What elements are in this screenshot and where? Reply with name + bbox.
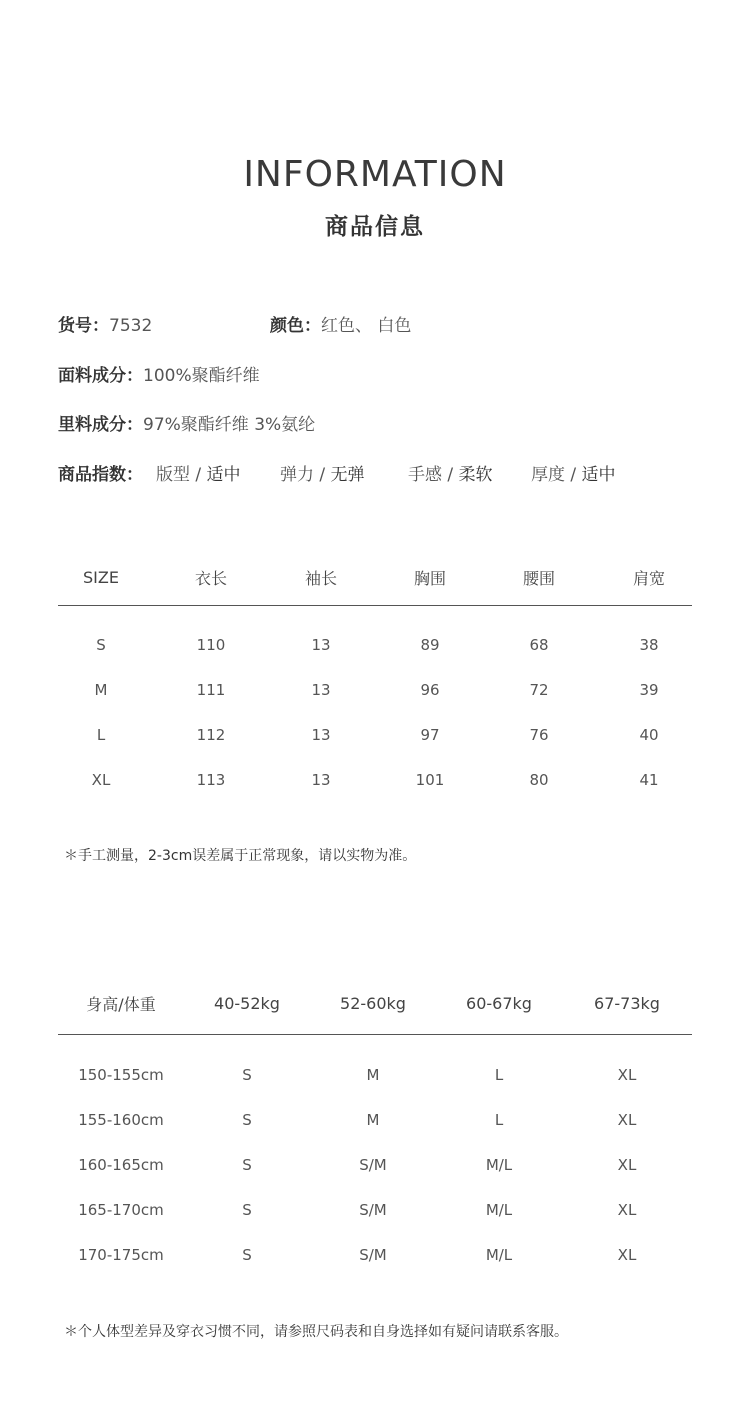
index-fit: 版型 / 适中 [156,465,241,485]
table-cell: XL [617,1155,637,1174]
table-cell: S [242,1110,252,1129]
table-cell: 155-160cm [78,1110,164,1129]
index-elasticity: 弹力 / 无弹 [280,465,365,485]
table-cell: XL [91,770,111,789]
color-label: 颜色： [270,316,321,336]
table-cell: M/L [485,1155,513,1174]
size-chart-body [46,622,704,802]
table-cell: M [366,1110,380,1129]
index-fit-name: 版型 [156,465,190,485]
color-row [270,311,411,336]
table-cell: 13 [311,725,331,744]
table-row [58,1097,692,1142]
fit-table-divider [58,1034,692,1035]
index-thickness-value: 适中 [581,465,616,485]
table-cell: 80 [529,770,549,789]
table-cell: S/M [359,1200,387,1219]
title-english: INFORMATION [243,154,507,195]
table-cell: 13 [311,680,331,699]
table-cell: 165-170cm [78,1200,164,1219]
table-cell: L [494,1065,504,1084]
table-cell: 41 [639,770,659,789]
table-cell: 113 [196,770,226,789]
index-hand-feel: 手感 / 柔软 [408,465,493,485]
table-row [46,712,704,757]
fit-header-weight-1: 40-52kg [214,993,280,1013]
index-fit-value: 适中 [206,465,241,485]
fit-header-weight-3: 60-67kg [466,993,532,1013]
size-header-waist: 腰围 [522,568,555,588]
index-elasticity-value: 无弹 [330,465,365,485]
table-cell: L [494,1110,504,1129]
item-number-value: 7532 [109,316,153,336]
table-cell: 72 [529,680,549,699]
table-cell: S [96,635,106,654]
table-cell: 38 [639,635,659,654]
table-cell: 89 [420,635,440,654]
table-cell: 96 [420,680,440,699]
table-cell: S [242,1200,252,1219]
table-cell: 13 [311,770,331,789]
index-thickness-name: 厚度 [531,465,565,485]
table-cell: S [242,1155,252,1174]
table-cell: XL [617,1245,637,1264]
table-cell: XL [617,1110,637,1129]
fabric-label: 面料成分： [58,366,143,386]
fit-header-weight-2: 52-60kg [340,993,406,1013]
table-cell: S/M [359,1245,387,1264]
table-cell: 112 [196,725,226,744]
table-cell: 39 [639,680,659,699]
table-row [46,667,704,712]
size-header-length: 衣长 [194,568,227,588]
table-cell: 111 [196,680,226,699]
fit-note: ＊个人体型差异及穿衣习惯不同，请参照尺码表和自身选择如有疑问请联系客服。 [64,1324,568,1340]
product-index-label: 商品指数： [58,465,143,485]
table-cell: 101 [415,770,445,789]
size-header-sleeve: 袖长 [304,568,337,588]
table-cell: S [242,1245,252,1264]
table-cell: M [94,680,108,699]
table-cell: XL [617,1065,637,1084]
table-cell: M [366,1065,380,1084]
lining-value: 97%聚酯纤维 3%氨纶 [143,415,316,435]
index-thickness: 厚度 / 适中 [531,465,616,485]
size-header-size: SIZE [83,567,119,587]
size-chart-header [46,562,704,592]
size-header-bust: 胸围 [413,568,446,588]
size-header-shoulder: 肩宽 [632,568,665,588]
fit-header-height-weight: 身高/体重 [86,994,156,1014]
table-row [58,1187,692,1232]
lining-row [58,410,315,435]
table-cell: L [96,725,106,744]
table-cell: 13 [311,635,331,654]
table-row [58,1142,692,1187]
index-hand-feel-name: 手感 [408,465,442,485]
index-elasticity-name: 弹力 [280,465,314,485]
table-row [46,622,704,667]
fabric-value: 100%聚酯纤维 [143,366,260,386]
table-cell: 97 [420,725,440,744]
table-row [46,757,704,802]
item-number-row [58,311,152,336]
title-chinese: 商品信息 [325,214,425,240]
item-number-label: 货号： [58,316,109,336]
table-cell: 150-155cm [78,1065,164,1084]
fabric-row [58,361,260,386]
fit-chart-header [58,988,692,1018]
table-cell: 110 [196,635,226,654]
table-cell: M/L [485,1200,513,1219]
measurement-note: ＊手工测量，2-3cm误差属于正常现象，请以实物为准。 [64,848,417,864]
size-table-divider [58,605,692,606]
table-cell: XL [617,1200,637,1219]
product-index-row [58,460,143,485]
index-hand-feel-value: 柔软 [458,465,493,485]
fit-header-weight-4: 67-73kg [594,993,660,1013]
table-cell: 170-175cm [78,1245,164,1264]
table-cell: S [242,1065,252,1084]
table-cell: S/M [359,1155,387,1174]
table-row [58,1232,692,1277]
table-cell: M/L [485,1245,513,1264]
table-cell: 76 [529,725,549,744]
table-cell: 160-165cm [78,1155,164,1174]
color-value: 红色、 白色 [321,316,412,336]
table-cell: 40 [639,725,659,744]
lining-label: 里料成分： [58,415,143,435]
table-row [58,1052,692,1097]
table-cell: 68 [529,635,549,654]
fit-chart-body [58,1052,692,1277]
